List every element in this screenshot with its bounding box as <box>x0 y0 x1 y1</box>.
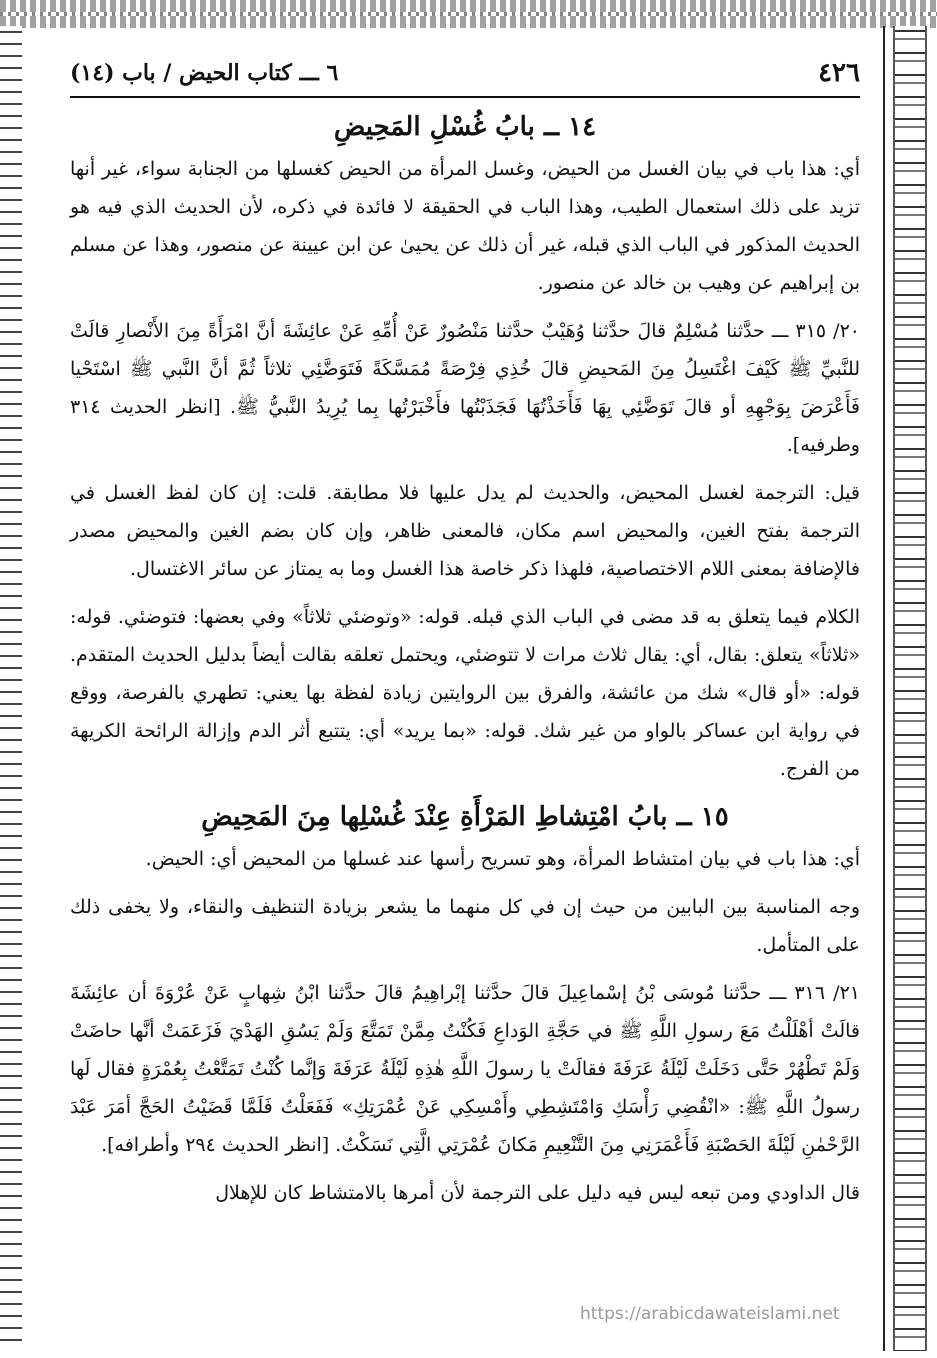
paragraph: قيل: الترجمة لغسل المحيض، والحديث لم يدل عليها فلا مطابقة. قلت: إن كان لفظ الغسل في الترجمة بفتح الغين، والمحيض اسم مكان، فالمعنى ظاهر، وإن كان بضم الغين والمحيض مصدر فالإضافة بمعنى اللام الاختصاصية، فلهذا ذكر خاصة هذا الغسل وما به يمتاز عن سائر الاغتسال. <box>70 482 860 580</box>
running-title: ٦ ـــ كتاب الحيض / باب (١٤) <box>70 60 339 86</box>
right-ornament-border <box>883 26 931 1351</box>
paragraph: أي: هذا باب في بيان الغسل من الحيض، وغسل المرأة من الحيض كغسلها من الجنابة سواء، غير أنها تزيد على ذلك استعمال الطيب، وهذا الباب في الحقيقة لا فائدة في ذكره، لأن الحديث الذي فيه هو الحديث المذكور في الباب الذي قبله، غير أن ذلك عن يحيىٰ عن ابن عيينة عن منصور، وهذا عن مسلم بن إبراهيم عن وهيب بن خالد عن منصور. <box>70 158 860 294</box>
page-number: ٤٢٦ <box>818 58 860 88</box>
chapter-title-14: ١٤ ــ بابُ غُسْلِ المَحِيضِ <box>333 112 597 142</box>
paragraph: أي: هذا باب في بيان امتشاط المرأة، وهو تسريح رأسها عند غسلها من المحيض أي: الحيض. <box>145 848 860 870</box>
left-ornament-border <box>0 26 22 1351</box>
top-ornament-border <box>0 0 937 28</box>
paragraph: وجه المناسبة بين البابين من حيث إن في كل منهما ما يشعر بزيادة التنظيف والنقاء، ولا يخفى ذلك على المتأمل. <box>70 896 860 956</box>
page-header <box>70 56 860 98</box>
hadith-316: ٢١/ ٣١٦ ـــ حدَّثنا مُوسَى بْنُ إسْماعِيلَ قالَ حدَّثنا إبْراهِيمُ قالَ حدَّثنا ابْنُ شِهابٍ عَنْ عُرْوَةَ أن عائِشَةَ قالَتْ أهْلَلْتُ مَعَ رسولِ اللَّهِ ﷺ في حَجَّةِ الوَداعِ فَكُنْتُ مِمَّنْ تَمَتَّعَ وَلَمْ يَسُقِ الهَدْيَ فَزَعَمَتْ أنَّها حاضَتْ وَلَمْ تَطْهُرْ حَتَّى دَخَلَتْ لَيْلَةُ عَرَفَةَ فقالَتْ يا رسولَ اللَّهِ هٰذِهِ لَيْلَةُ عَرَفَةَ وَإنَّما كُنْتُ تَمَتَّعْتُ بِعُمْرَةٍ فقال لَها رسولُ اللَّهِ ﷺ: «انْقُضِي رَأْسَكِ وَامْتَشِطِي وأَمْسِكِي عَنْ عُمْرَتِكِ» فَفَعَلْتُ فَلَمَّا قَضَيْتُ الحَجَّ أمَرَ عَبْدَ الرَّحْمٰنِ لَيْلَةَ الحَصْبَةِ فَأَعْمَرَنِي مِنَ التَّنْعِيمِ مَكانَ عُمْرَتِي الَّتِي نَسَكْتُ. [انظر الحديث ٢٩٤ وأطرافه]. <box>70 982 860 1156</box>
chapter-title-15: ١٥ ــ بابُ امْتِشاطِ المَرْأَةِ عِنْدَ غُسْلِها مِنَ المَحِيضِ <box>201 802 729 832</box>
paragraph: الكلام فيما يتعلق به قد مضى في الباب الذي قبله. قوله: «وتوضئي ثلاثاً» وفي بعضها: فتوضئي. قوله: «ثلاثاً» يتعلق: بقال، أي: يقال ثلاث مرات لا تتوضئي، ويحتمل تعلقه بقالت أيضاً بدليل الحديث المتقدم. قوله: «أو قال» شك من عائشة، والفرق بين الروايتين زيادة لفظة بها يعني: تطهري بالفرصة، ووقع في رواية ابن عساكر بالواو من غير شك. قوله: «بما يريد» أي: يتتبع أثر الدم وإزالة الرائحة الكريهة من الفرج. <box>70 606 860 780</box>
hadith-315: ٢٠/ ٣١٥ ـــ حدَّثنا مُسْلِمٌ قالَ حدَّثنا وُهَيْبٌ حدَّثنا مَنْصُورٌ عَنْ أُمِّهِ عَنْ عائِشَةَ أنَّ امْرَأَةً مِنَ الأَنْصارِ قالَتْ للنَّبيِّ ﷺ كَيْفَ اغْتَسِلُ مِنَ المَحيضِ قالَ خُذِي فِرْصَةً مُمَسَّكَةً فَتَوَضَّئِي ثلاثاً ثُمَّ أنَّ النَّبي ﷺ اسْتَحْيا فَأَعْرَضَ بِوَجْهِهِ أو قالَ تَوَضَّئِي بِهَا فَأَخَذْتُهَا فَجَذَبْتُها فأَخْبَرْتُها بِما يُرِيدُ النَّبيُّ ﷺ. [انظر الحديث ٣١٤ وطرفيه]. <box>70 320 860 456</box>
watermark: https://arabicdawateislami.net <box>580 1304 840 1324</box>
paragraph: قال الداودي ومن تبعه ليس فيه دليل على الترجمة لأن أمرها بالامتشاط كان للإهلال <box>215 1182 860 1204</box>
page-content <box>70 56 860 1222</box>
